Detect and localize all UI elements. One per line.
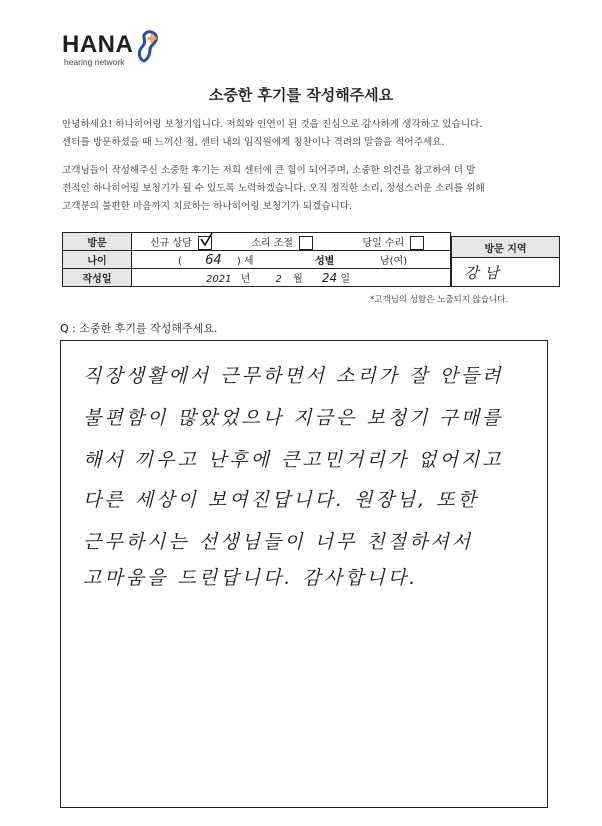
opt-repair-label: 당일 수리	[362, 237, 405, 249]
age-unit: 세	[243, 255, 254, 267]
date-day[interactable]: 24	[321, 271, 338, 285]
privacy-note: *고객님의 성함은 노출되지 않습니다.	[370, 295, 509, 305]
age-label: 나이	[63, 251, 132, 269]
intro-paragraph	[62, 116, 552, 152]
date-label: 작성일	[63, 269, 132, 287]
answer-line: 다른 세상이 보여진답니다. 원장님, 또한	[83, 489, 479, 511]
intro-line: 고객님들이 작성해주신 소중한 후기는 저희 센터에 큰 힘이 되어주며, 소중한 의견을 참고하여 더 발	[62, 165, 476, 176]
date-cell	[132, 269, 451, 287]
day-unit: 일	[340, 274, 351, 285]
logo-text: HANA	[62, 31, 134, 58]
intro-line: 전적인 하나히어링 보청기가 될 수 있도록 노력하겠습니다. 오직 정직한 소리, 정성스러운 소리를 위해	[62, 183, 485, 194]
opt-new-checkbox[interactable]	[198, 236, 212, 250]
opt-sound-label: 소리 조절	[251, 237, 294, 249]
month-unit: 월	[293, 274, 303, 285]
date-year[interactable]: 2021	[206, 274, 232, 285]
visit-label: 방문	[63, 233, 132, 251]
gender-label: 성별	[315, 256, 335, 267]
region-label: 방문 지역	[452, 237, 560, 258]
age-gender-cell: ( 64 ) 세 성별 남(여)	[132, 251, 451, 269]
age-value[interactable]: 64	[205, 252, 222, 268]
check-icon	[199, 232, 213, 248]
question-label: Q : 소중한 후기를 작성해주세요.	[60, 322, 218, 335]
answer-line: 불편함이 많았었으나 지금은 보청기 구매를	[83, 407, 504, 429]
intro-line: 고객분의 불편한 마음까지 치료하는 하나히어링 보청기가 되겠습니다.	[62, 201, 353, 212]
intro-line: 안녕하세요! 하나히어링 보청기입니다. 저희와 인연이 된 것을 진심으로 감사하게 생각하고 있습니다.	[62, 119, 483, 130]
page-title: 소중한 후기를 작성해주세요	[208, 86, 394, 104]
gender-value[interactable]: 남(여)	[380, 256, 408, 267]
answer-line: 해서 끼우고 난후에 큰고민거리가 없어지고	[83, 449, 504, 471]
intro-line: 센터를 방문하셨을 때 느끼신 점, 센터 내의 임직원에게 칭찬이나 격려의 말씀을 적어주세요.	[62, 137, 445, 148]
year-unit: 년	[240, 274, 251, 285]
logo-tagline: hearing network	[64, 57, 125, 67]
intro-paragraph-2	[62, 162, 552, 216]
answer-line: 직장생활에서 근무하면서 소리가 잘 안들려	[83, 365, 504, 387]
region-value[interactable]: 강남	[452, 258, 560, 287]
opt-repair-checkbox[interactable]	[410, 236, 424, 250]
visitor-info-table	[62, 232, 451, 287]
date-month[interactable]: 2	[275, 274, 282, 285]
review-answer-box[interactable]	[60, 340, 548, 808]
answer-line: 근무하시는 선생님들이 너무 친절하셔서	[83, 531, 474, 553]
answer-line: 고마움을 드린답니다. 감사합니다.	[83, 567, 419, 589]
visit-options	[132, 233, 451, 251]
ear-icon	[136, 30, 160, 64]
opt-sound-checkbox[interactable]	[299, 236, 313, 250]
opt-new-label: 신규 상담	[150, 237, 192, 249]
region-table	[451, 236, 560, 287]
